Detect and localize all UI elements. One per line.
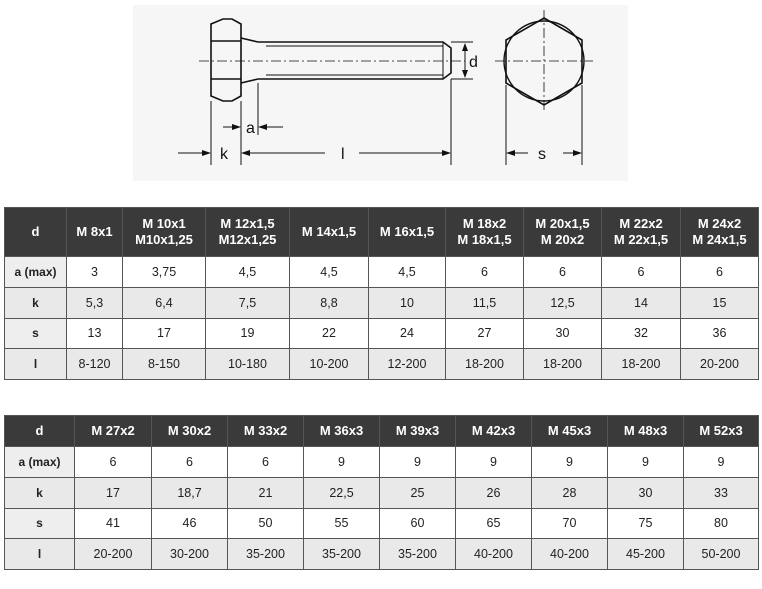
header-cell: M 16x1,5 bbox=[369, 208, 446, 257]
table-cell: 6 bbox=[152, 447, 228, 478]
table-header-row bbox=[5, 208, 759, 257]
row-label: l bbox=[5, 349, 67, 380]
table-cell: 70 bbox=[532, 508, 608, 539]
table-cell: 35-200 bbox=[228, 539, 304, 570]
table-cell: 9 bbox=[304, 447, 380, 478]
table-cell: 8,8 bbox=[290, 287, 369, 318]
table-cell: 36 bbox=[681, 318, 759, 349]
table-cell: 50-200 bbox=[684, 539, 759, 570]
table-cell: 55 bbox=[304, 508, 380, 539]
table-row bbox=[5, 508, 759, 539]
table-cell: 17 bbox=[123, 318, 206, 349]
table-row bbox=[5, 349, 759, 380]
header-cell: M 27x2 bbox=[75, 416, 152, 447]
table-cell: 6,4 bbox=[123, 287, 206, 318]
row-label: s bbox=[5, 318, 67, 349]
table-cell: 32 bbox=[602, 318, 681, 349]
table-cell: 22 bbox=[290, 318, 369, 349]
table-cell: 30 bbox=[524, 318, 602, 349]
table-cell: 50 bbox=[228, 508, 304, 539]
table-cell: 5,3 bbox=[67, 287, 123, 318]
header-cell: M 33x2 bbox=[228, 416, 304, 447]
spec-table-1 bbox=[4, 207, 759, 380]
table-cell: 19 bbox=[206, 318, 290, 349]
table-cell: 18-200 bbox=[446, 349, 524, 380]
table-cell: 17 bbox=[75, 477, 152, 508]
table-cell: 9 bbox=[456, 447, 532, 478]
table-cell: 75 bbox=[608, 508, 684, 539]
table-cell: 9 bbox=[532, 447, 608, 478]
table-cell: 6 bbox=[681, 257, 759, 288]
table-cell: 3,75 bbox=[123, 257, 206, 288]
table-cell: 20-200 bbox=[75, 539, 152, 570]
row-label: k bbox=[5, 477, 75, 508]
table-cell: 26 bbox=[456, 477, 532, 508]
table-cell: 46 bbox=[152, 508, 228, 539]
header-cell: M 24x2 M 24x1,5 bbox=[681, 208, 759, 257]
table-cell: 18-200 bbox=[524, 349, 602, 380]
table-cell: 3 bbox=[67, 257, 123, 288]
table-cell: 6 bbox=[524, 257, 602, 288]
table-cell: 8-120 bbox=[67, 349, 123, 380]
table-cell: 20-200 bbox=[681, 349, 759, 380]
row-label: l bbox=[5, 539, 75, 570]
table-cell: 27 bbox=[446, 318, 524, 349]
table-cell: 13 bbox=[67, 318, 123, 349]
table-cell: 14 bbox=[602, 287, 681, 318]
table-header-row bbox=[5, 416, 759, 447]
table-cell: 7,5 bbox=[206, 287, 290, 318]
table-cell: 18-200 bbox=[602, 349, 681, 380]
header-cell: M 45x3 bbox=[532, 416, 608, 447]
table-cell: 45-200 bbox=[608, 539, 684, 570]
table-cell: 4,5 bbox=[369, 257, 446, 288]
table-cell: 6 bbox=[75, 447, 152, 478]
table-cell: 6 bbox=[446, 257, 524, 288]
table-cell: 41 bbox=[75, 508, 152, 539]
table-cell: 10-200 bbox=[290, 349, 369, 380]
header-cell: M 36x3 bbox=[304, 416, 380, 447]
table-cell: 6 bbox=[228, 447, 304, 478]
table-cell: 4,5 bbox=[290, 257, 369, 288]
label-s: s bbox=[538, 146, 546, 163]
bolt-shank bbox=[241, 38, 451, 83]
table-cell: 22,5 bbox=[304, 477, 380, 508]
bolt-technical-drawing bbox=[133, 5, 628, 181]
table-row bbox=[5, 318, 759, 349]
row-label: s bbox=[5, 508, 75, 539]
table-cell: 35-200 bbox=[304, 539, 380, 570]
table-cell: 60 bbox=[380, 508, 456, 539]
header-cell: M 10x1 M10x1,25 bbox=[123, 208, 206, 257]
header-cell: M 14x1,5 bbox=[290, 208, 369, 257]
spec-table-2 bbox=[4, 415, 759, 570]
header-cell: M 12x1,5 M12x1,25 bbox=[206, 208, 290, 257]
header-cell: d bbox=[5, 208, 67, 257]
table-row bbox=[5, 287, 759, 318]
table-cell: 33 bbox=[684, 477, 759, 508]
table-row bbox=[5, 257, 759, 288]
row-label: k bbox=[5, 287, 67, 318]
table-cell: 40-200 bbox=[456, 539, 532, 570]
table-cell: 10-180 bbox=[206, 349, 290, 380]
bolt-diagram bbox=[133, 5, 628, 181]
header-cell: M 20x1,5 M 20x2 bbox=[524, 208, 602, 257]
table-cell: 12-200 bbox=[369, 349, 446, 380]
table-cell: 11,5 bbox=[446, 287, 524, 318]
table-cell: 6 bbox=[602, 257, 681, 288]
header-cell: M 22x2 M 22x1,5 bbox=[602, 208, 681, 257]
table-cell: 9 bbox=[684, 447, 759, 478]
bolt-head bbox=[211, 19, 241, 101]
table-cell: 80 bbox=[684, 508, 759, 539]
header-cell: M 39x3 bbox=[380, 416, 456, 447]
label-a: a bbox=[246, 120, 255, 137]
table-row bbox=[5, 447, 759, 478]
header-cell: M 42x3 bbox=[456, 416, 532, 447]
table-row bbox=[5, 539, 759, 570]
header-cell: M 52x3 bbox=[684, 416, 759, 447]
table-cell: 40-200 bbox=[532, 539, 608, 570]
row-label: a (max) bbox=[5, 257, 67, 288]
table-cell: 18,7 bbox=[152, 477, 228, 508]
table-cell: 4,5 bbox=[206, 257, 290, 288]
table-cell: 9 bbox=[380, 447, 456, 478]
table-cell: 30 bbox=[608, 477, 684, 508]
header-cell: M 18x2 M 18x1,5 bbox=[446, 208, 524, 257]
table-cell: 9 bbox=[608, 447, 684, 478]
table-cell: 25 bbox=[380, 477, 456, 508]
label-l: l bbox=[341, 146, 345, 163]
table-cell: 24 bbox=[369, 318, 446, 349]
table-cell: 30-200 bbox=[152, 539, 228, 570]
header-cell: M 8x1 bbox=[67, 208, 123, 257]
header-cell: M 30x2 bbox=[152, 416, 228, 447]
table-cell: 10 bbox=[369, 287, 446, 318]
label-d: d bbox=[469, 54, 478, 71]
table-cell: 35-200 bbox=[380, 539, 456, 570]
table-cell: 21 bbox=[228, 477, 304, 508]
table-cell: 28 bbox=[532, 477, 608, 508]
header-cell: M 48x3 bbox=[608, 416, 684, 447]
table-cell: 12,5 bbox=[524, 287, 602, 318]
header-cell: d bbox=[5, 416, 75, 447]
label-k: k bbox=[220, 146, 228, 163]
row-label: a (max) bbox=[5, 447, 75, 478]
table-row bbox=[5, 477, 759, 508]
table-cell: 65 bbox=[456, 508, 532, 539]
table-cell: 8-150 bbox=[123, 349, 206, 380]
table-cell: 15 bbox=[681, 287, 759, 318]
